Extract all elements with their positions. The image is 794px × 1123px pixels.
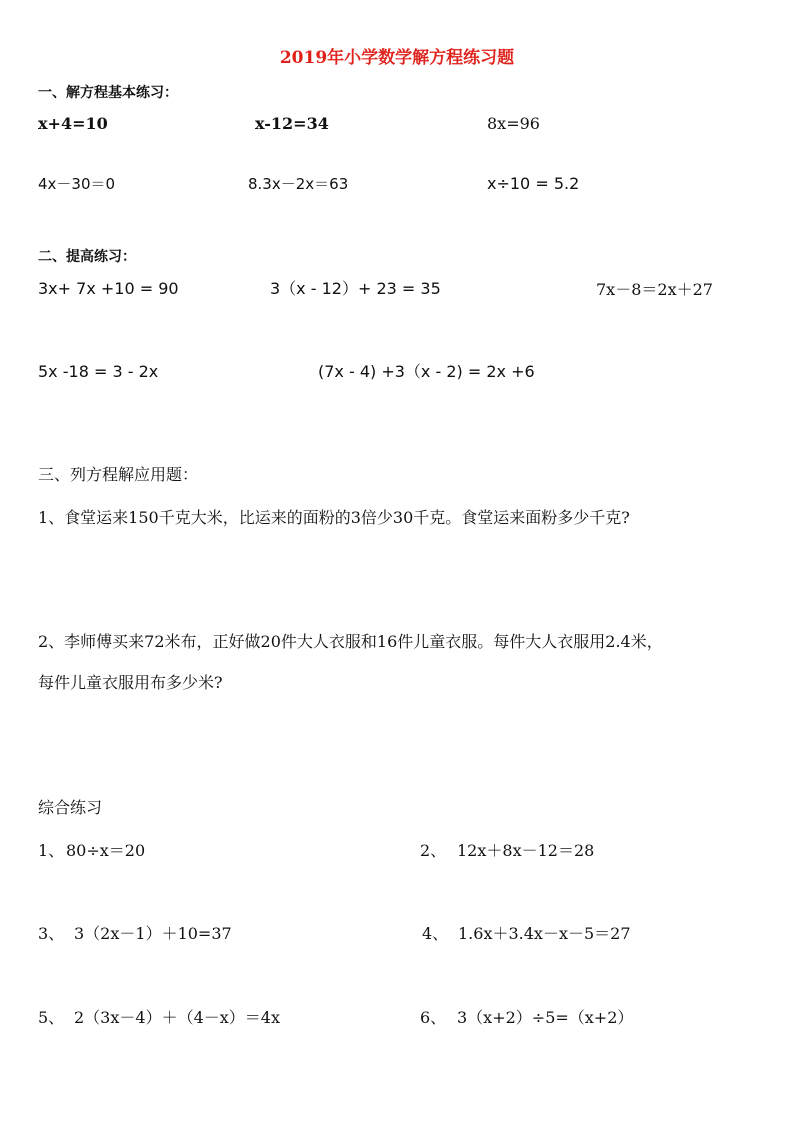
exercise-equation-2: 12x＋8x－12＝28 <box>457 841 595 860</box>
equation-1-2: x-12=34 <box>255 114 329 133</box>
page-title: 2019年小学数学解方程练习题 <box>279 48 515 68</box>
equation-1-4: 4x－30＝0 <box>38 175 116 193</box>
exercise-equation-6: 3（x+2）÷5=（x+2） <box>457 1008 634 1027</box>
exercise-number-4: 4、 <box>422 924 449 943</box>
exercise-number-1: 1、 <box>38 841 65 860</box>
equation-2-5: (7x - 4) +3（x - 2) = 2x +6 <box>318 362 535 381</box>
section3-heading: 三、列方程解应用题： <box>38 465 199 484</box>
exercise-number-3: 3、 <box>38 924 65 943</box>
exercise-number-6: 6、 <box>420 1008 447 1027</box>
equation-1-1: x+4=10 <box>38 114 108 133</box>
equation-2-2: 3（x - 12）+ 23 = 35 <box>270 279 441 298</box>
equation-1-6: x÷10 = 5.2 <box>487 174 580 193</box>
word-problem-1: 1、食堂运来150千克大米，比运来的面粉的3倍少30千克。食堂运来面粉多少千克? <box>38 508 630 527</box>
exercise-equation-1: 80÷x＝20 <box>66 841 146 860</box>
exercise-equation-3: 3（2x－1）＋10=37 <box>74 924 232 943</box>
section2-heading: 二、提高练习： <box>38 249 136 265</box>
section4-heading: 综合练习 <box>38 798 103 817</box>
exercise-equation-4: 1.6x＋3.4x－x－5＝27 <box>458 924 631 943</box>
exercise-number-2: 2、 <box>420 841 447 860</box>
word-problem-2-line2: 每件儿童衣服用布多少米? <box>38 673 223 692</box>
exercise-number-5: 5、 <box>38 1008 65 1027</box>
exercise-equation-5: 2（3x－4）＋（4－x）＝4x <box>74 1008 280 1027</box>
word-problem-2-line1: 2、李师傅买来72米布，正好做20件大人衣服和16件儿童衣服。每件大人衣服用2.4米， <box>38 632 663 651</box>
equation-2-3: 7x－8＝2x＋27 <box>596 280 713 299</box>
equation-2-4: 5x -18 = 3 - 2x <box>38 362 159 381</box>
section1-heading: 一、解方程基本练习： <box>38 85 178 101</box>
equation-2-1: 3x+ 7x +10 = 90 <box>38 279 179 298</box>
equation-1-5: 8.3x－2x＝63 <box>248 175 349 193</box>
equation-1-3: 8x=96 <box>487 114 540 133</box>
